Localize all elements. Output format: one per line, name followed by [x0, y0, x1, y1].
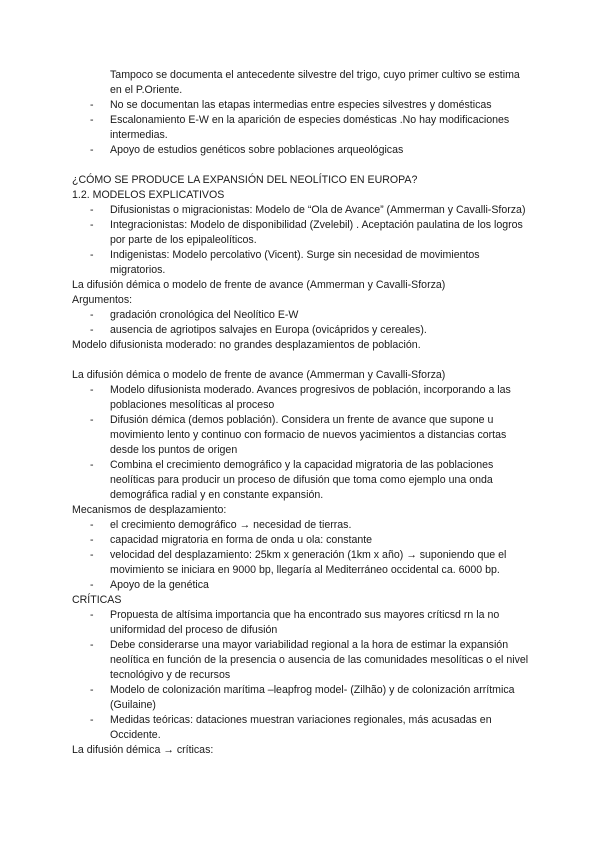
- arguments-list: [72, 308, 532, 338]
- dash-bullet: -: [90, 324, 94, 336]
- dash-bullet: -: [90, 204, 94, 216]
- list-item: - Apoyo de estudios genéticos sobre poblaciones arqueológicas: [90, 144, 404, 156]
- dash-bullet: -: [90, 549, 94, 561]
- moderate-model-line: Modelo difusionista moderado: no grandes desplazamientos de población.: [72, 339, 421, 351]
- dash-bullet: -: [90, 609, 94, 621]
- document-page: [72, 68, 532, 758]
- dash-bullet: -: [90, 219, 94, 231]
- demic-diffusion-title: La difusión démica o modelo de frente de avance (Ammerman y Cavalli-Sforza): [72, 279, 446, 291]
- dash-bullet: -: [90, 114, 94, 126]
- dash-bullet: -: [90, 99, 94, 111]
- models-list: [72, 203, 532, 278]
- critics-label: CRÍTICAS: [72, 594, 122, 606]
- arguments-label: Argumentos:: [72, 294, 133, 306]
- dash-bullet: -: [90, 684, 94, 696]
- list-item: - ausencia de agriotipos salvajes en Europa (ovicápridos y cereales).: [90, 324, 427, 336]
- mechanisms-list: [72, 518, 532, 593]
- intro-continuation: Tampoco se documenta el antecedente silvestre del trigo, cuyo primer cultivo se estima en el P.Oriente.: [110, 69, 520, 96]
- list-item: - Integracionistas: Modelo de disponibilidad (Zvelebil) . Aceptación paulatina de los logros por parte de los epipaleolíticos.: [90, 219, 523, 246]
- list-item: - velocidad del desplazamiento: 25km x generación (1km x año) → suponiendo que el movimiento se iniciara en 9000 bp, llegaría al Mediterráneo occidental ca. 6000 bp.: [90, 549, 507, 576]
- list-item: - Indigenistas: Modelo percolativo (Vicent). Surge sin necesidad de movimientos migratorios.: [90, 249, 480, 276]
- list-item: - el crecimiento demográfico → necesidad de tierras.: [90, 519, 352, 531]
- dash-bullet: -: [90, 714, 94, 726]
- dash-bullet: -: [90, 249, 94, 261]
- question-heading: ¿CÓMO SE PRODUCE LA EXPANSIÓN DEL NEOLÍTICO EN EUROPA?: [72, 174, 418, 186]
- demic-diffusion-title: La difusión démica o modelo de frente de avance (Ammerman y Cavalli-Sforza): [72, 369, 446, 381]
- critics-list: [72, 608, 532, 743]
- list-item: - Escalonamiento E-W en la aparición de especies domésticas .No hay modificaciones intermedias.: [90, 114, 510, 141]
- demic-points-list: [72, 383, 532, 503]
- list-item: - Modelo de colonización marítima –leapfrog model- (Zilhão) y de colonización arrítmica (Guilaine): [90, 684, 515, 711]
- list-item: - Combina el crecimiento demográfico y la capacidad migratoria de las poblaciones neolíticas para producir un proceso de difusión que toma como ejemplo una onda demográfica radial y en constante expansión.: [90, 459, 494, 501]
- dash-bullet: -: [90, 309, 94, 321]
- dash-bullet: -: [90, 384, 94, 396]
- dash-bullet: -: [90, 579, 94, 591]
- final-line: La difusión démica → críticas:: [72, 744, 214, 756]
- list-item: - Difusionistas o migracionistas: Modelo de “Ola de Avance” (Ammerman y Cavalli-Sforza): [90, 204, 526, 216]
- list-item: - Debe considerarse una mayor variabilidad regional a la hora de estimar la expansión neolítica en función de la presencia o ausencia de las comunidades mesolíticas o el nivel tecnológivo y de recursos: [90, 639, 529, 681]
- list-item: - Difusión démica (demos población). Considera un frente de avance que supone u movimiento lento y continuo con formacio de nuevos yacimientos a distancias cortas desde los puntos de origen: [90, 414, 507, 456]
- list-item: - Modelo difusionista moderado. Avances progresivos de población, incorporando a las poblaciones mesolíticas al proceso: [90, 384, 511, 411]
- dash-bullet: -: [90, 414, 94, 426]
- section-heading: 1.2. MODELOS EXPLICATIVOS: [72, 189, 225, 201]
- dash-bullet: -: [90, 534, 94, 546]
- list-item: - gradación cronológica del Neolítico E-W: [90, 309, 299, 321]
- list-item: - Apoyo de la genética: [90, 579, 209, 591]
- list-item: - No se documentan las etapas intermedias entre especies silvestres y domésticas: [90, 99, 492, 111]
- dash-bullet: -: [90, 144, 94, 156]
- list-item: - Propuesta de altísima importancia que ha encontrado sus mayores críticsd rn la no uniformidad del proceso de difusión: [90, 609, 500, 636]
- dash-bullet: -: [90, 519, 94, 531]
- intro-bullet-list: [72, 98, 532, 158]
- dash-bullet: -: [90, 639, 94, 651]
- list-item: - capacidad migratoria en forma de onda u ola: constante: [90, 534, 373, 546]
- dash-bullet: -: [90, 459, 94, 471]
- mechanisms-label: Mecanismos de desplazamiento:: [72, 504, 227, 516]
- list-item: - Medidas teóricas: dataciones muestran variaciones regionales, más acusadas en Occidente.: [90, 714, 492, 741]
